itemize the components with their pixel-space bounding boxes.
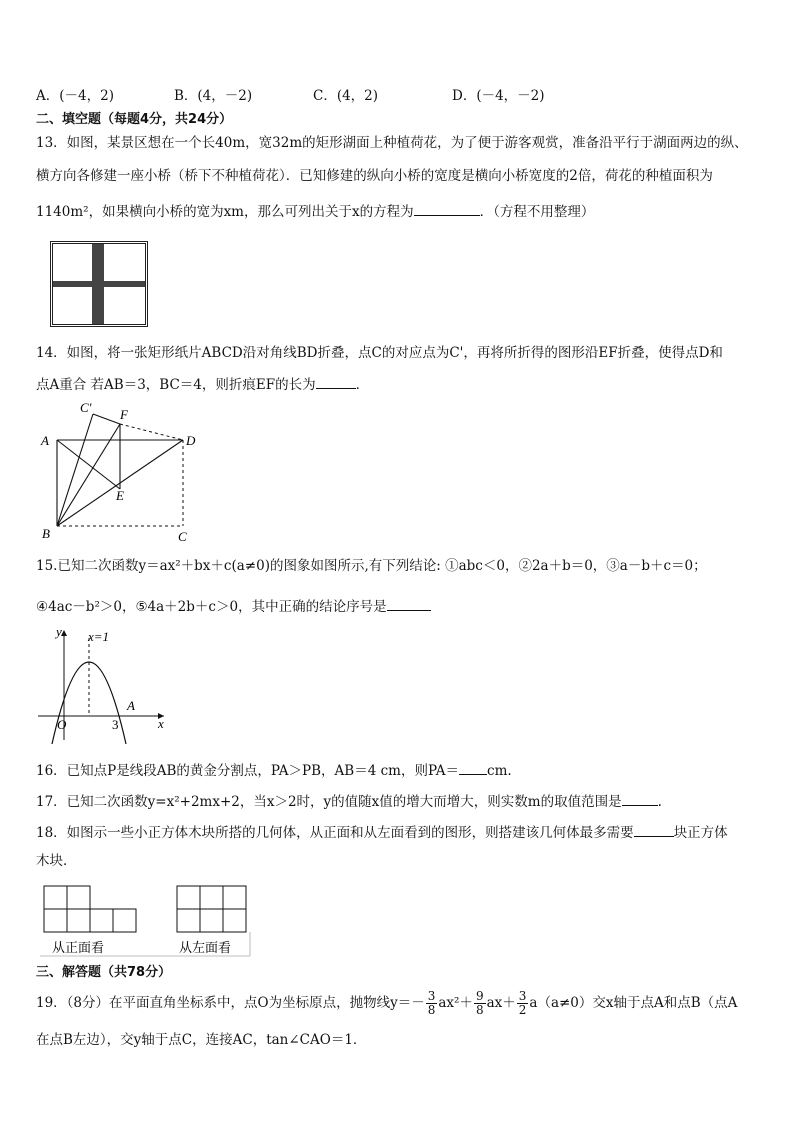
label-f: F xyxy=(120,407,128,422)
q14-line2-text: 点A重合 若AB＝3，BC＝4，则折痕EF的长为 xyxy=(36,377,316,393)
left-cell xyxy=(200,909,223,932)
q14-answer-blank[interactable] xyxy=(316,374,356,389)
y-axis-arrow xyxy=(61,630,67,636)
fraction-3-8: $\frac{3}{8}$ xyxy=(427,989,436,1017)
segment-fb xyxy=(57,424,120,526)
option-c: C．(4，2) xyxy=(313,88,379,104)
front-cell xyxy=(67,886,90,909)
left-cell xyxy=(177,909,200,932)
front-cell xyxy=(90,909,113,932)
label-e: E xyxy=(116,488,124,503)
q17-text: 17．已知二次函数y=x²+2mx+2，当x＞2时，y的值随x值的增大而增大，则实数m的取值范围是 xyxy=(36,794,622,810)
q19-mid2: ax＋ xyxy=(486,995,516,1011)
label-symmetry: x=1 xyxy=(88,629,110,644)
q17-tail: . xyxy=(657,794,662,810)
q18-line1 xyxy=(36,822,728,843)
q15-line2 xyxy=(36,596,431,617)
q14-line2 xyxy=(36,374,369,395)
label-c: C xyxy=(178,529,187,544)
option-d: D．(－4，－2) xyxy=(452,88,545,104)
left-caption: 从左面看 xyxy=(179,940,232,955)
q16-text: 16．已知点P是线段AB的黄金分割点，PA＞PB，AB＝4 cm，则PA＝ xyxy=(36,763,460,779)
q18-answer-blank[interactable] xyxy=(634,822,674,837)
front-cell xyxy=(44,886,67,909)
q13-answer-blank[interactable] xyxy=(414,201,480,216)
q18-tail: 块正方体 xyxy=(673,825,728,841)
q13-lake-figure xyxy=(50,241,148,327)
section-title-fill-blank: 二、填空题（每题4分，共24分） xyxy=(36,112,233,127)
q17-line xyxy=(36,791,662,812)
label-point-a: A xyxy=(127,698,135,713)
option-a: A．(－4，2) xyxy=(36,88,114,104)
label-b: B xyxy=(42,526,50,541)
q13-line1: 13．如图，某景区想在一个长40m，宽32m的矩形湖面上种植荷花，为了便于游客观赏，准备沿平行于湖面两边的纵、 xyxy=(36,135,748,151)
q13-line3-tail: ．（方程不用整理） xyxy=(479,204,595,220)
left-cell xyxy=(177,886,200,909)
dashed-fd xyxy=(120,424,183,440)
front-cell xyxy=(67,909,90,932)
left-cell xyxy=(223,909,246,932)
front-cell xyxy=(113,909,136,932)
label-d: D xyxy=(186,433,196,448)
option-b: B．(4，－2) xyxy=(174,88,253,104)
label-o: O xyxy=(57,717,67,732)
q15-answer-blank[interactable] xyxy=(387,596,431,611)
segment-ae xyxy=(57,440,120,489)
q13-line3 xyxy=(36,201,594,222)
q17-answer-blank[interactable] xyxy=(622,791,658,806)
q19-suffix: a（a≠0）交x轴于点A和点B（点A xyxy=(529,995,738,1011)
q19-line2: 在点B左边），交y轴于点C，连接AC，tan∠CAO＝1． xyxy=(36,1032,367,1048)
q16-tail: cm. xyxy=(487,763,512,779)
fraction-3-2: $\frac{3}{2}$ xyxy=(518,989,527,1017)
fraction-9-8: $\frac{9}{8}$ xyxy=(475,989,484,1017)
q19-mid1: ax²＋ xyxy=(438,995,473,1011)
q18-text: 18．如图示一些小正方体木块所搭的几何体，从正面和从左面看到的图形，则搭建该几何体最多需要 xyxy=(36,825,634,841)
left-cell xyxy=(223,886,246,909)
q16-answer-blank[interactable] xyxy=(459,760,487,775)
label-x: x xyxy=(158,716,164,731)
horizontal-bridge xyxy=(53,281,145,287)
q14-fold-figure xyxy=(36,400,206,545)
q15-parabola-graph xyxy=(36,624,176,746)
q15-line1: 15.已知二次函数y＝ax²＋bx＋c(a≠0)的图象如图所示,有下列结论: ①abc＜0，②2a＋b＝0，③a－b＋c＝0； xyxy=(36,558,707,574)
q18-views-figure xyxy=(36,880,266,958)
front-cell xyxy=(44,909,67,932)
label-y: y xyxy=(56,624,62,639)
q19-line1 xyxy=(36,989,737,1017)
q15-line2-text: ④4ac－b²＞0，⑤4a＋2b＋c＞0，其中正确的结论序号是 xyxy=(36,599,387,615)
q18-line2: 木块． xyxy=(36,853,77,869)
q14-line2-tail: ． xyxy=(355,377,370,393)
label-three: 3 xyxy=(112,717,119,732)
q14-line1: 14．如图，将一张矩形纸片ABCD沿对角线BD折叠，点C的对应点为C'，再将所折得的图形沿EF折叠，使得点D和 xyxy=(36,345,723,361)
label-a: A xyxy=(41,433,49,448)
left-cell xyxy=(200,886,223,909)
q13-line3-text: 1140m²，如果横向小桥的宽为xm，那么可列出关于x的方程为 xyxy=(36,204,414,220)
q16-line xyxy=(36,760,512,781)
q13-line2: 横方向各修建一座小桥（桥下不种植荷花）．已知修建的纵向小桥的宽度是横向小桥宽度的2倍，荷花的种植面积为 xyxy=(36,168,713,184)
section-title-answer: 三、解答题（共78分） xyxy=(36,965,172,980)
q19-prefix: 19．（8分）在平面直角坐标系中，点O为坐标原点，抛物线y＝－ xyxy=(36,995,425,1011)
segment-c1f xyxy=(93,414,120,424)
front-caption: 从正面看 xyxy=(52,940,105,955)
segment-bc1 xyxy=(57,414,93,526)
label-c-prime: C' xyxy=(80,400,92,415)
